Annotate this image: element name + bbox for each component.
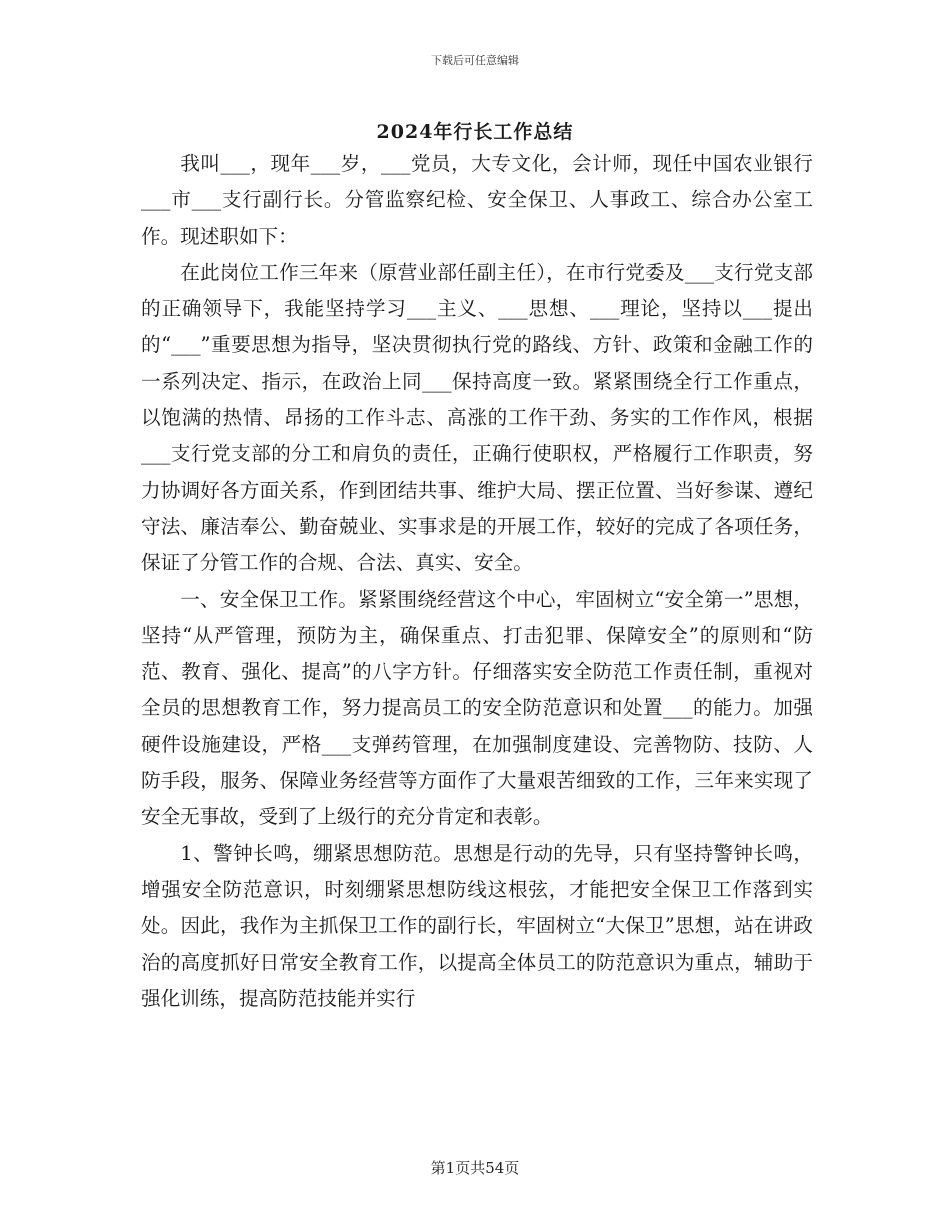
document-body bbox=[141, 146, 813, 1017]
paragraph: 我叫___，现年___岁，___党员，大专文化，会计师，现任中国农业银行___市___支行副行长。分管监察纪检、安全保卫、人事政工、综合办公室工作。现述职如下： bbox=[141, 152, 813, 248]
paragraph: 一、安全保卫工作。紧紧围绕经营这个中心，牢固树立“安全第一”思想，坚持“从严管理，预防为主，确保重点、打击犯罪、保障安全”的原则和“防范、教育、强化、提高”的八字方针。仔细落实安全防范工作责任制，重视对全员的思想教育工作，努力提高员工的安全防范意识和处置___的能力。加强硬件设施建设，严格___支弹药管理，在加强制度建设、完善物防、技防、人防手段，服务、保障业务经营等方面作了大量艰苦细致的工作，三年来实现了安全无事故，受到了上级行的充分肯定和表彰。 bbox=[141, 587, 813, 829]
page-number: 第1页共54页 bbox=[430, 1159, 520, 1177]
paragraph: 在此岗位工作三年来（原营业部任副主任），在市行党委及___支行党支部的正确领导下，我能坚持学习___主义、___思想、___理论，坚持以___提出的“___”重要思想为指导，坚决贯彻执行党的路线、方针、政策和金融工作的一系列决定、指示，在政治上同___保持高度一致。紧紧围绕全行工作重点，以饱满的热情、昂扬的工作斗志、高涨的工作干劲、务实的工作作风，根据___支行党支部的分工和肩负的责任，正确行使职权，严格履行工作职责，努力协调好各方面关系，作到团结共事、维护大局、摆正位置、当好参谋、遵纪守法、廉洁奉公、勤奋兢业、实事求是的开展工作，较好的完成了各项任务，保证了分管工作的合规、合法、真实、安全。 bbox=[141, 260, 813, 575]
document-title: 2024年行长工作总结 bbox=[376, 121, 574, 143]
page-header: 下载后可任意编辑 bbox=[431, 54, 519, 67]
paragraph: 1、警钟长鸣，绷紧思想防范。思想是行动的先导，只有坚持警钟长鸣，增强安全防范意识，时刻绷紧思想防线这根弦，才能把安全保卫工作落到实处。因此，我作为主抓保卫工作的副行长，牢固树立“大保卫”思想，站在讲政治的高度抓好日常安全教育工作，以提高全体员工的防范意识为重点，辅助于强化训练，提高防范技能并实行 bbox=[141, 841, 813, 1010]
